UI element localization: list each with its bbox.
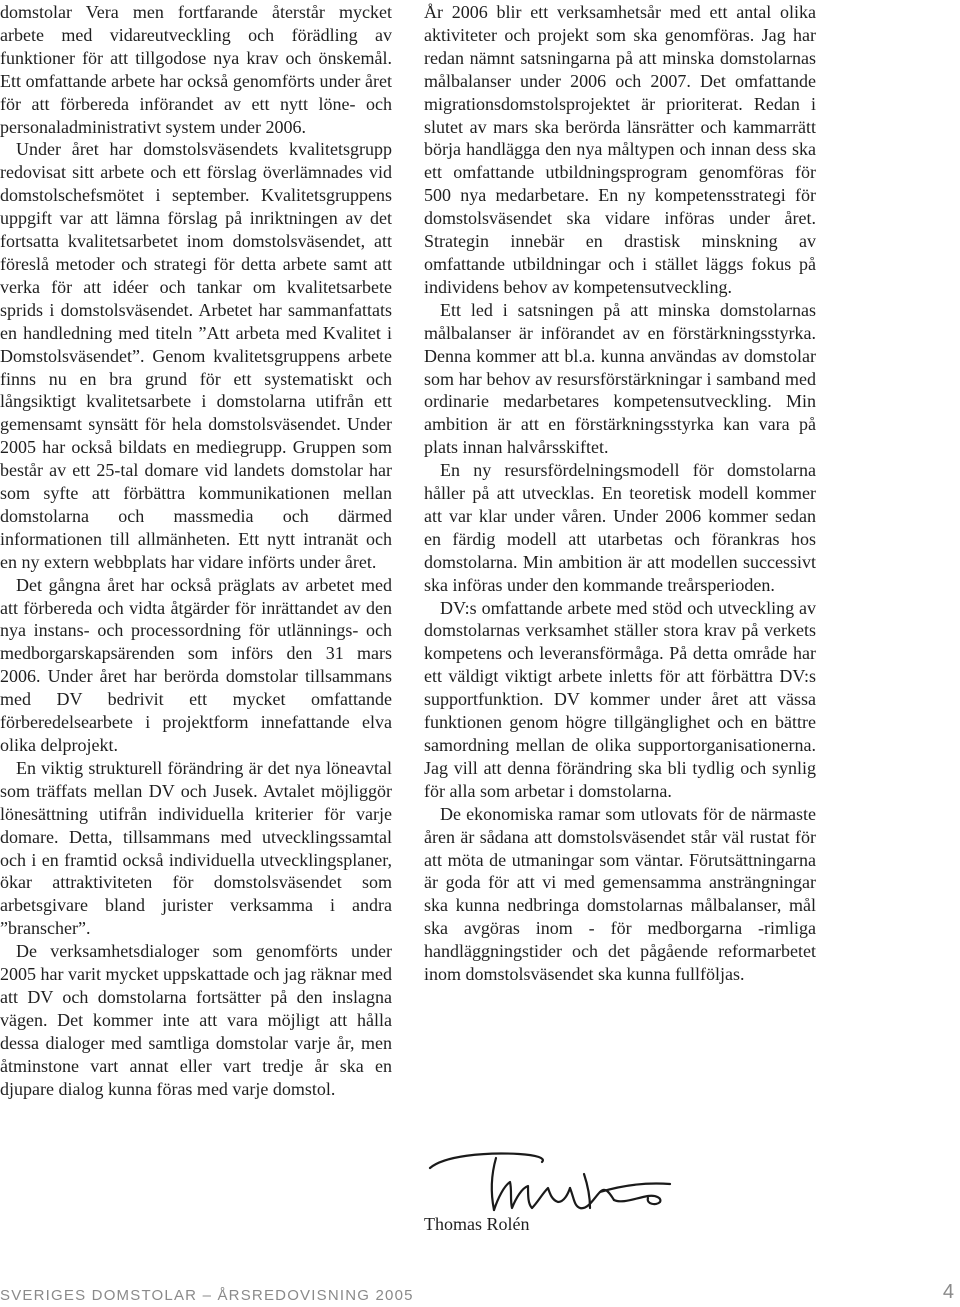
paragraph: En ny resursfördelningsmodell för domstolarna håller på att utvecklas. En teoretisk modell kommer att var klar under våren. Under 2006 kommer sedan en färdig modell att utarbetas och förankras hos domstolarna. Min ambition är att modellen successivt ska införas under den kommande treårsperioden. [424,460,816,595]
paragraph: Under året har domstolsväsendets kvalitetsgrupp redovisat sitt arbete och ett förslag överlämnades vid domstolschefsmötet i september. Kvalitetsgruppens uppgift var att lämna förslag på inriktningen av det fortsatta kvalitetsarbetet inom domstolsväsendet, att föreslå metoder och strategi för detta arbete samt att verka för att idéer och tankar om kvalitetsarbete sprids i domstolsväsendet. Arbetet har sammanfattats en handledning med titeln ”Att arbeta med Kvalitet i Domstolsväsendet”. Genom kvalitetsgruppens arbete finns nu en bra grund för ett systematiskt och långsiktigt kvalitetsarbete i domstolarna utifrån ett gemensamt synsätt för hela domstolsväsendet. Under 2005 har också bildats en mediegrupp. Gruppen som består av ett 25-tal domare vid landets domstolar har som syfte att förbättra kommunikationen mellan domstolarna och massmedia och därmed informationen till allmänheten. Ett nytt intranät och en ny extern webbplats har vidare införts under året. [0,139,392,572]
paragraph: domstolar Vera men fortfarande återstår mycket arbete med vidareutveckling och förädling av funktioner för att tillgodose nya krav och önskemål. Ett omfattande arbete har också genomförts under året för att förbereda införandet av ett nytt löne- och personaladministrativt system under 2006. [0,2,392,137]
paragraph: En viktig strukturell förändring är det nya löneavtal som träffats mellan DV och Jusek. Avtalet möjliggör lönesättning utifrån individuella kriterier för varje domare. Detta, tillsammans med utvecklingssamtal och i en framtid också individuella utvecklingsplaner, ökar attraktiviteten för domstolsväsendet som arbetsgivare bland jurister verksamma i andra ”branscher”. [0,757,392,939]
handwritten-signature [424,1138,684,1220]
signer-name: Thomas Rolén [424,1214,530,1234]
paragraph: De verksamhetsdialoger som genomförts under 2005 har varit mycket uppskattade och jag räknar med att DV och domstolarna fortsätter på den inslagna vägen. Det kommer inte att vara möjligt att hålla dessa dialoger med samtliga domstolar varje år, men åtminstone vart annat eller vart tredje år ska en djupare dialog kunna föras med varje domstol. [0,941,392,1099]
paragraph: De ekonomiska ramar som utlovats för de närmaste åren är sådana att domstolsväsendet står väl rustat för att möta de utmaningar som väntar. Förutsättningarna är goda för att vi med gemensamma ansträngningar ska kunna nedbringa domstolarnas målbalanser, mål ska avgöras inom - för medborgarna -rimliga handläggningstider och det pågående reformarbetet inom domstolsväsendet ska kunna fullföljas. [424,803,816,985]
paragraph: Det gångna året har också präglats av arbetet med att förbereda och vidta åtgärder för inrättandet av den nya instans- och processordning för utlännings- och medborgarskapsärenden som införs den 31 mars 2006. Under året har berörda domstolar tillsammans med DV bedrivit ett mycket omfattande förberedelsearbete i projektform innefattande elva olika delprojekt. [0,574,392,755]
left-text-column [0,1,392,1101]
paragraph: År 2006 blir ett verksamhetsår med ett antal olika aktiviteter och projekt som ska genomföras. Jag har redan nämnt satsningarna på att minska domstolarnas målbalanser under 2006 och 2007. Det omfattande migrationsdomstolsprojektet är prioriterat. Redan i slutet av mars ska berörda länsrätter och kammarrätt börja handlägga den nya måltypen och innan dess ska ett omfattande utbildningsprogram genomföras för 500 nya medarbetare. En ny kompetensstrategi för domstolsväsendet ska vidare införas under året. Strategin innebär en drastisk minskning av omfattande utbildningar och i stället läggs fokus på individens behov av kompetensutveckling. [424,2,816,297]
page-number: 4 [942,1281,954,1303]
right-text-column [424,1,816,986]
footer-publication-title: SVERIGES DOMSTOLAR – ÅRSREDOVISNING 2005 [0,1287,414,1304]
paragraph: DV:s omfattande arbete med stöd och utveckling av domstolarnas verksamhet ställer stora krav på verkets kompetens och leveransförmåga. På detta område har ett väldigt viktigt arbete inletts för att förbättra DV:s supportfunktion. DV kommer under året att vässa funktionen genom högre tillgänglighet och en bättre samordning mellan de olika supportorganisationerna. Jag vill att denna förändring ska bli tydlig och synlig för alla som arbetar i domstolarna. [424,597,816,801]
paragraph: Ett led i satsningen på att minska domstolarnas målbalanser är införandet av en förstärkningsstyrka. Denna kommer att bl.a. kunna användas av domstolar som har behov av resursförstärkningar i samband med ordinarie medarbetares kompetensutveckling. Min ambition är att en förstärkningsstyrka kan vara på plats innan halvårsskiftet. [424,299,816,458]
